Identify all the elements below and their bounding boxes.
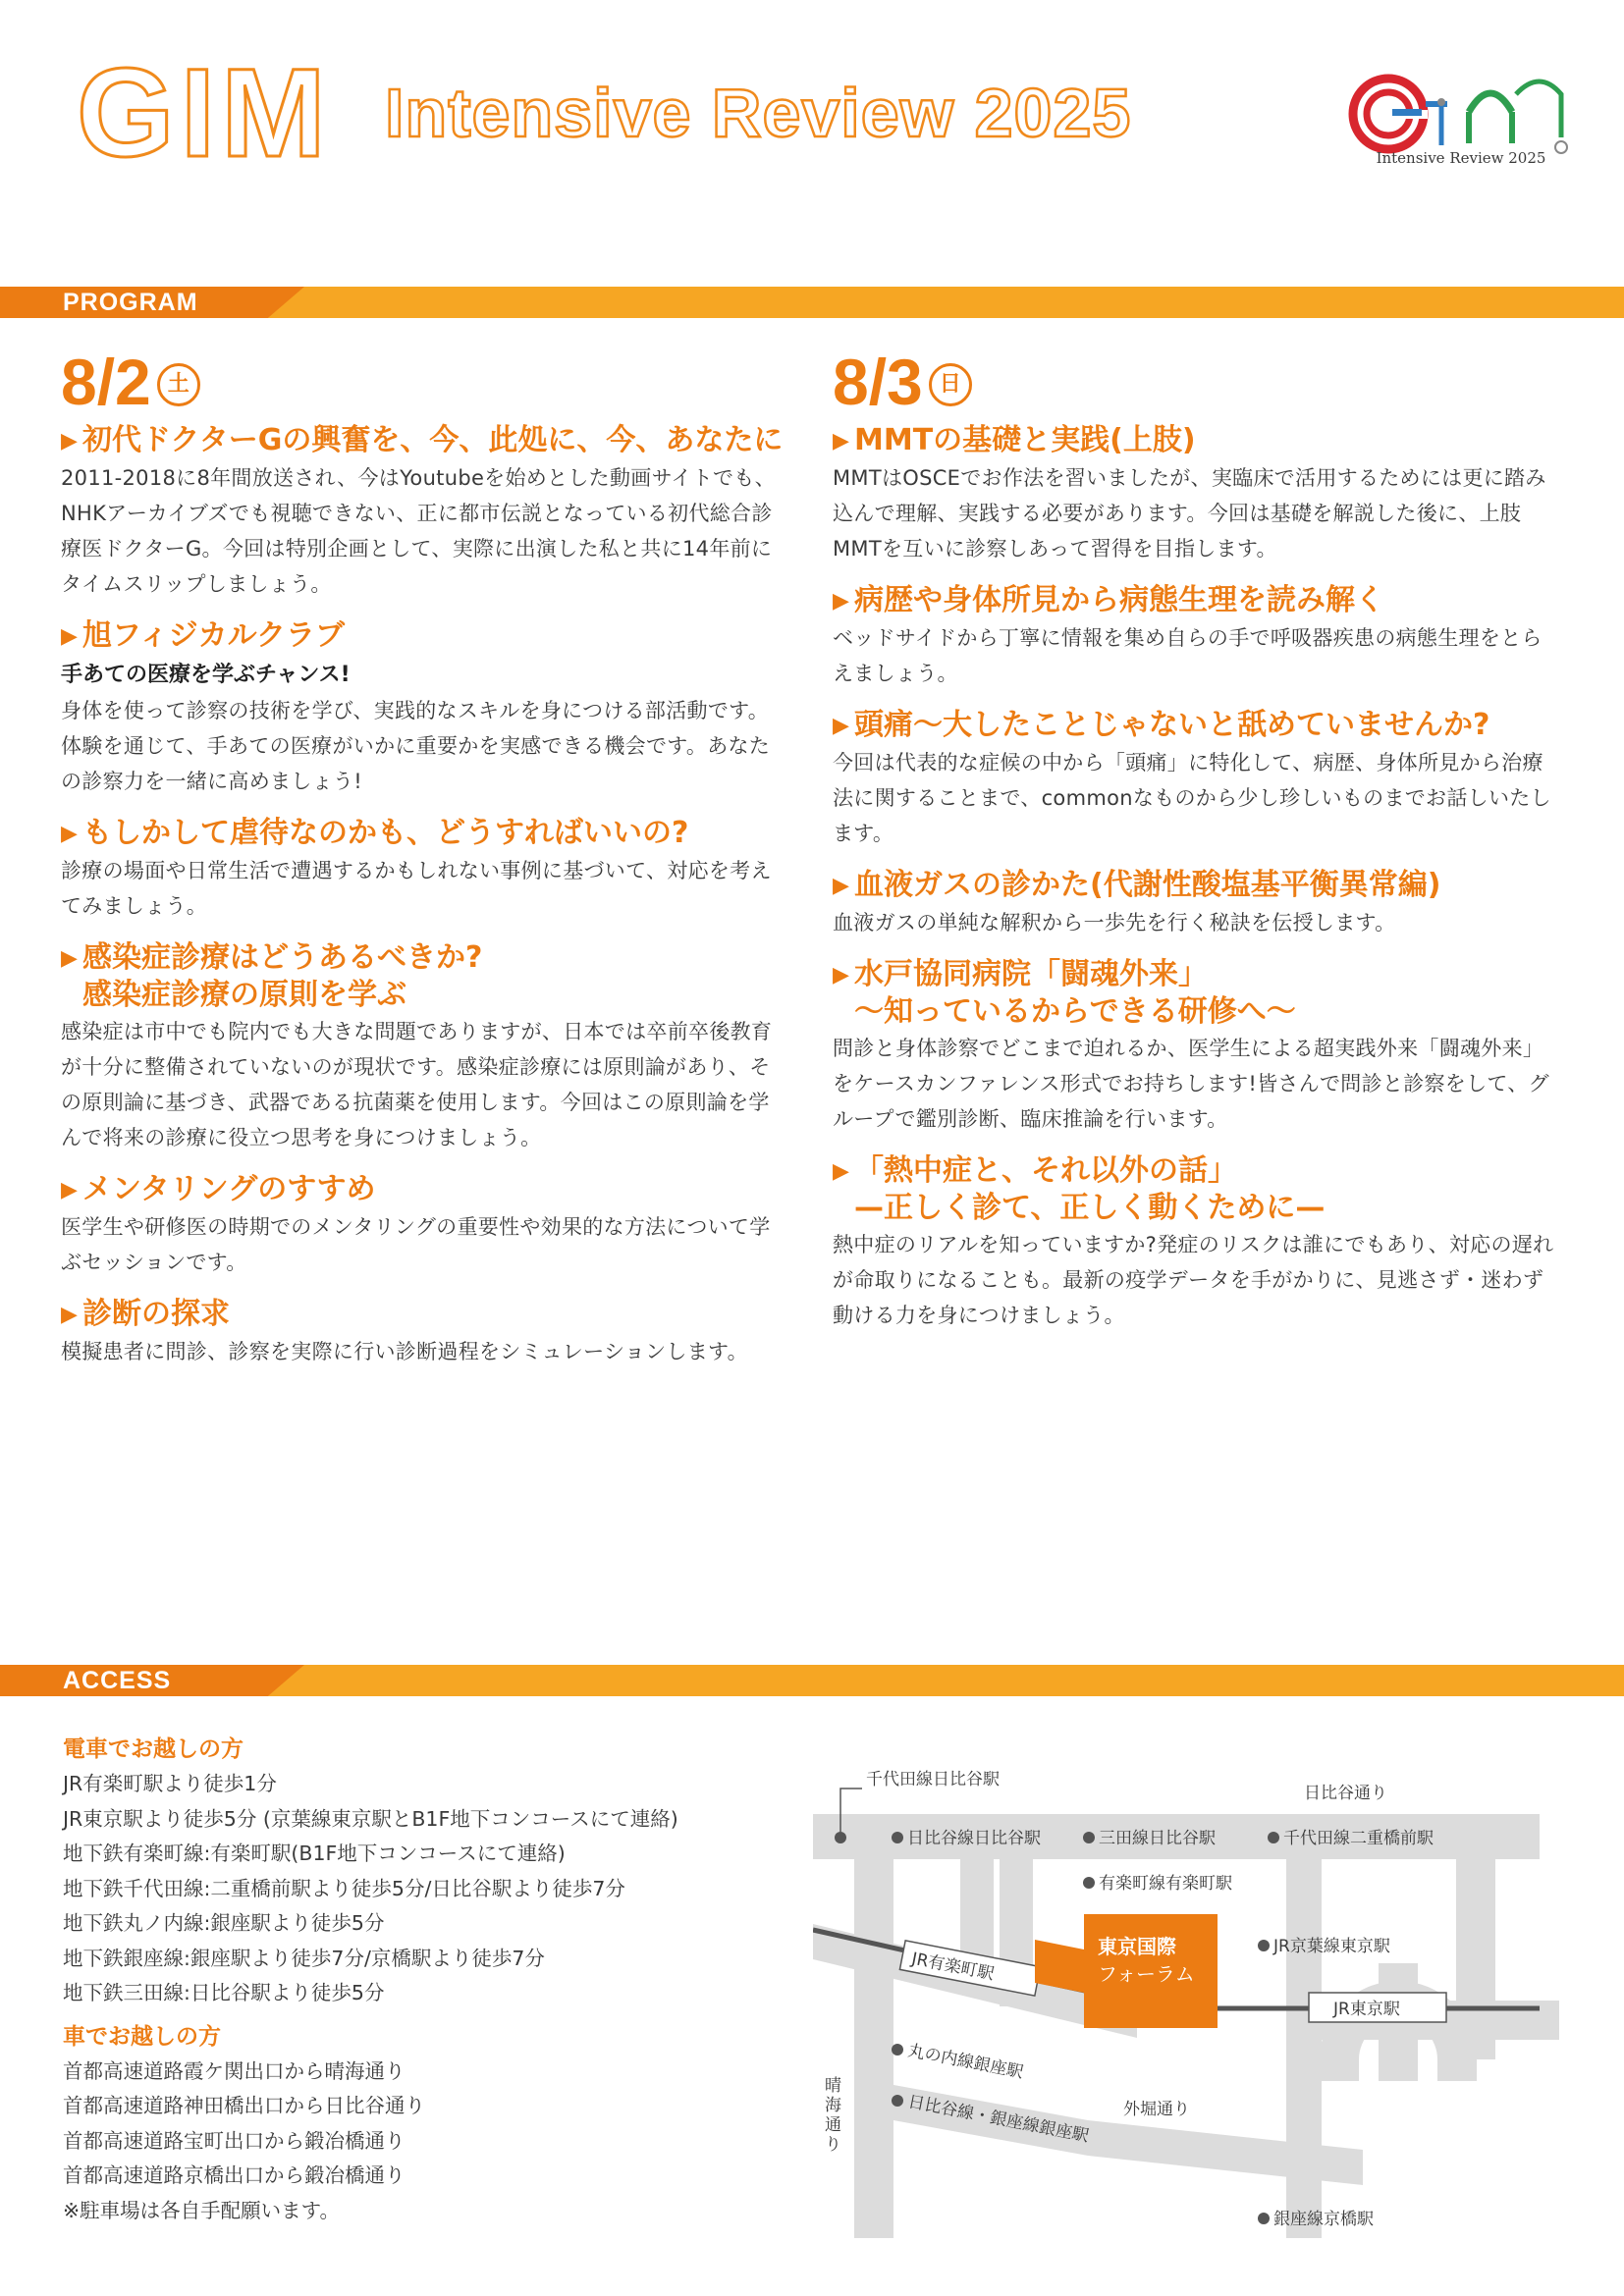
program-item-body: 模擬患者に問診、診察を実際に行い診断過程をシミュレーションします。	[61, 1340, 748, 1363]
map-harumi-4: り	[825, 2135, 841, 2155]
map-mita-hibiya: 三田線日比谷駅	[1099, 1829, 1216, 1848]
triangle-bullet-icon: ▶	[61, 1178, 78, 1202]
triangle-bullet-icon: ▶	[833, 1159, 849, 1184]
program-item-title-text: 血液ガスの診かた(代謝性酸塩基平衡異常編)	[854, 868, 1441, 902]
map-hibiya-dori: 日比谷通り	[1304, 1784, 1387, 1803]
day1-date-text: 8/2	[61, 346, 151, 418]
program-item	[61, 422, 787, 602]
program-item-title-text: 病歴や身体所見から病態生理を読み解く	[854, 583, 1384, 617]
triangle-bullet-icon: ▶	[833, 429, 849, 454]
access-label: ACCESS	[63, 1667, 172, 1694]
triangle-bullet-icon: ▶	[61, 1303, 78, 1327]
program-item	[61, 617, 787, 799]
gim-title: GIM	[77, 43, 332, 184]
map-jr-tokyo: JR東京駅	[1333, 2000, 1400, 2019]
program-item-body: 感染症は市中でも院内でも大きな問題でありますが、日本では卒前卒後教育が十分に整備されていないのが現状です。感染症診療には原則論があり、その原則論に基づき、武器である抗菌薬を使用します。今回はこの原則論を学んで将来の診療に役立つ思考を身につけましょう。	[61, 1020, 773, 1149]
program-item-title-text: MMTの基礎と実践(上肢)	[854, 423, 1196, 457]
program-item-title	[61, 815, 787, 853]
program-item	[833, 867, 1559, 940]
program-label: PROGRAM	[63, 289, 198, 316]
program-item-title	[833, 956, 1559, 1031]
program-item-title-text: もしかして虐待なのかも、どうすればいいの?	[82, 816, 689, 850]
program-item-title-text: 頭痛〜大したことじゃないと舐めていませんか?	[854, 708, 1490, 742]
map-marunouchi-ginza: 丸の内線銀座駅	[906, 2041, 1025, 2083]
map-venue-line1: 東京国際	[1098, 1935, 1176, 1958]
program-bar	[0, 287, 1624, 318]
program-item	[833, 956, 1559, 1137]
map-yurakucho-line: 有楽町線有楽町駅	[1099, 1874, 1232, 1894]
access-line: JR東京駅より徒歩5分 (京葉線東京駅とB1F地下コンコースにて連絡)	[63, 1806, 678, 1831]
program-item	[833, 582, 1559, 691]
program-item	[833, 707, 1559, 851]
access-map	[813, 1757, 1559, 2238]
car-heading: 車でお越しの方	[63, 2023, 221, 2050]
program-item-title	[833, 1152, 1559, 1227]
map-venue-line2: フォーラム	[1098, 1962, 1195, 1986]
triangle-bullet-icon: ▶	[61, 822, 78, 846]
day1-weekday-badge: 土	[157, 363, 200, 406]
program-item-title	[61, 422, 787, 460]
access-line: 地下鉄三田線:日比谷駅より徒歩5分	[63, 1981, 385, 2004]
triangle-bullet-icon: ▶	[61, 946, 78, 971]
program-item-body: 熱中症のリアルを知っていますか?発症のリスクは誰にでもあり、対応の遅れが命取りになることも。最新の疫学データを手がかりに、見逃さず・迷わず動ける力を身につけましょう。	[833, 1233, 1554, 1327]
program-item-lead: 手あての医療を学ぶチャンス!	[61, 663, 351, 687]
program-item-body: 今回は代表的な症候の中から「頭痛」に特化して、病歴、身体所見から治療法に関することまで、commonなものから少し珍しいものまでお話しいたします。	[833, 751, 1551, 845]
program-item-body: ベッドサイドから丁寧に情報を集め自らの手で呼吸器疾患の病態生理をとらえましょう。	[833, 626, 1543, 685]
map-jr-yurakucho: JR有楽町駅	[909, 1949, 996, 1985]
triangle-bullet-icon: ▶	[833, 589, 849, 614]
day2-weekday-badge: 日	[929, 363, 972, 406]
access-directions	[63, 1732, 789, 2228]
day2-column	[833, 346, 1559, 1349]
day2-date	[833, 346, 1559, 418]
access-line: 首都高速道路京橋出口から鍛冶橋通り	[63, 2163, 406, 2187]
day1-date	[61, 346, 787, 418]
program-item-title-text: 旭フィジカルクラブ	[82, 618, 345, 653]
program-item	[61, 815, 787, 924]
access-line: 首都高速道路宝町出口から鍛冶橋通り	[63, 2128, 406, 2153]
triangle-bullet-icon: ▶	[833, 874, 849, 898]
program-item-title	[833, 867, 1559, 905]
program-item-title-text: 「熱中症と、それ以外の話」 —正しく診て、正しく動くために—	[854, 1153, 1326, 1225]
triangle-bullet-icon: ▶	[833, 963, 849, 988]
program-item-title-text: メンタリングのすすめ	[82, 1172, 376, 1206]
program-item-title	[61, 1171, 787, 1209]
program-item-title	[833, 707, 1559, 745]
access-line: 地下鉄有楽町線:有楽町駅(B1F地下コンコースにて連絡)	[63, 1842, 566, 1865]
access-line: 首都高速道路神田橋出口から日比谷通り	[63, 2094, 425, 2117]
access-line: 地下鉄千代田線:二重橋前駅より徒歩5分/日比谷駅より徒歩7分	[63, 1876, 625, 1900]
program-item-body: 身体を使って診察の技術を学び、実践的なスキルを身につける部活動です。体験を通じて、手あての医療がいかに重要かを実感できる機会です。あなたの診察力を一緒に高めましょう!	[61, 699, 771, 793]
program-item	[833, 1152, 1559, 1333]
map-harumi-1: 晴	[825, 2076, 841, 2096]
program-item-body: 2011-2018に8年間放送され、今はYoutubeを始めとした動画サイトでも、NHKアーカイブズでも視聴できない、正に都市伝説となっている初代総合診療医ドクターG。今回は特別企画として、実際に出演した私と共に14年前にタイムスリップしましょう。	[61, 466, 776, 596]
access-line: 首都高速道路霞ケ関出口から晴海通り	[63, 2058, 406, 2083]
program-item-title	[61, 617, 787, 656]
logo-caption: Intensive Review 2025	[1376, 149, 1546, 167]
program-item	[61, 1296, 787, 1369]
map-harumi-3: 通	[825, 2115, 841, 2135]
map-ginza-kyobashi: 銀座線京橋駅	[1273, 2210, 1374, 2229]
access-line: JR有楽町駅より徒歩1分	[63, 1772, 277, 1795]
map-jr-keiyo-tokyo: JR京葉線東京駅	[1273, 1937, 1390, 1956]
program-item-title-text: 診断の探求	[82, 1297, 230, 1331]
program-item-body: 血液ガスの単純な解釈から一歩先を行く秘訣を伝授します。	[833, 911, 1396, 934]
program-item-body: 医学生や研修医の時期でのメンタリングの重要性や効果的な方法について学ぶセッションです。	[61, 1215, 771, 1274]
program-item	[833, 422, 1559, 566]
triangle-bullet-icon: ▶	[61, 624, 78, 649]
map-chiyoda-hibiya: 千代田線日比谷駅	[866, 1770, 1000, 1789]
access-line: 地下鉄銀座線:銀座駅より徒歩7分/京橋駅より徒歩7分	[63, 1946, 545, 1970]
program-item	[61, 939, 787, 1155]
access-line: ※駐車場は各自手配願います。	[63, 2198, 341, 2222]
program-item-body: 問診と身体診察でどこまで迫れるか、医学生による超実践外来「闘魂外来」をケースカンファレンス形式でお持ちします!皆さんで問診と診察をして、グループで鑑別診断、臨床推論を行います。	[833, 1037, 1549, 1131]
triangle-bullet-icon: ▶	[833, 714, 849, 738]
program-item-title-text: 初代ドクターGの興奮を、今、此処に、今、あなたに	[82, 423, 784, 457]
program-item-title-text: 感染症診療はどうあるべきか? 感染症診療の原則を学ぶ	[82, 940, 483, 1012]
event-subtitle: Intensive Review 2025	[385, 75, 1132, 151]
program-item-title	[61, 1296, 787, 1334]
train-heading: 電車でお越しの方	[63, 1736, 244, 1762]
map-hibiya-line-hibiya: 日比谷線日比谷駅	[907, 1829, 1041, 1848]
map-hibiya-ginza: 日比谷線・銀座線銀座駅	[906, 2092, 1091, 2147]
program-item	[61, 1171, 787, 1280]
map-harumi-2: 海	[825, 2096, 841, 2115]
program-item-title	[833, 422, 1559, 460]
triangle-bullet-icon: ▶	[61, 429, 78, 454]
program-item-body: 診療の場面や日常生活で遭遇するかもしれない事例に基づいて、対応を考えてみましょう。	[61, 859, 772, 918]
program-item-title	[833, 582, 1559, 620]
access-bar	[0, 1665, 1624, 1696]
map-chiyoda-nijubashi: 千代田線二重橋前駅	[1283, 1829, 1434, 1848]
program-item-title	[61, 939, 787, 1014]
day1-column	[61, 346, 787, 1385]
access-line: 地下鉄丸ノ内線:銀座駅より徒歩5分	[63, 1911, 385, 1935]
map-sotobori: 外堀通り	[1123, 2100, 1190, 2119]
program-item-body: MMTはOSCEでお作法を習いましたが、実臨床で活用するためには更に踏み込んで理解、実践する必要があります。今回は基礎を解説した後に、上肢MMTを互いに診察しあって習得を目指します。	[833, 466, 1546, 561]
program-item-title-text: 水戸協同病院「闘魂外来」 〜知っているからできる研修へ〜	[854, 957, 1296, 1029]
day2-date-text: 8/3	[833, 346, 923, 418]
